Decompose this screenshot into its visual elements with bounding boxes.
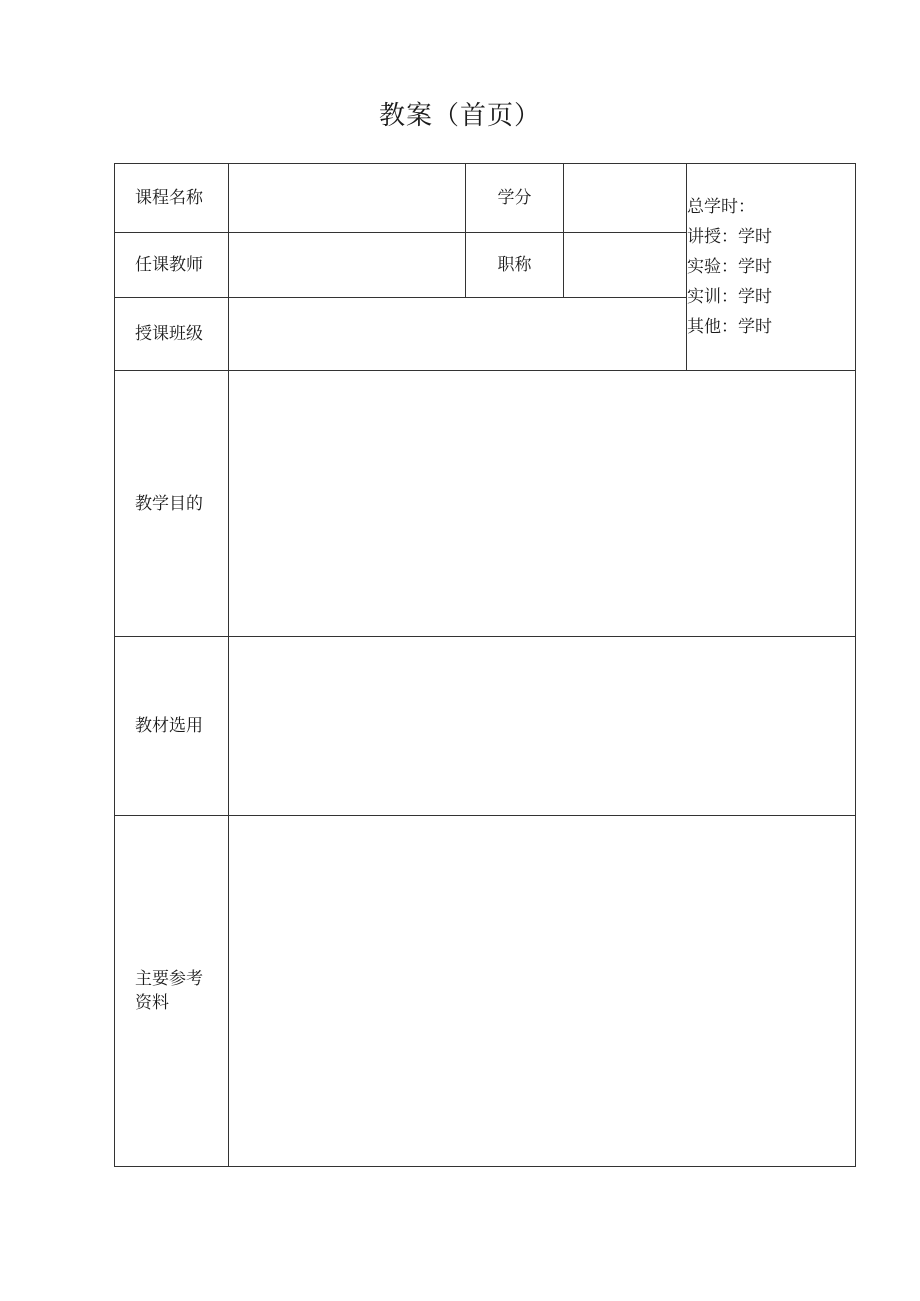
textbook-field[interactable] [228, 636, 856, 816]
class-hours-box [686, 163, 856, 371]
experiment-hours-label: 实验：学时 [687, 257, 772, 277]
teacher-field[interactable] [228, 232, 466, 298]
objectives-field[interactable] [228, 370, 856, 637]
objectives-label: 教学目的 [114, 370, 229, 637]
course-name-label: 课程名称 [114, 163, 229, 233]
references-field[interactable] [228, 815, 856, 1167]
textbook-label: 教材选用 [114, 636, 229, 816]
lesson-plan-form [114, 163, 856, 1167]
credit-field[interactable] [563, 163, 687, 233]
references-label: 主要参考资料 [114, 815, 229, 1167]
other-hours-label: 其他：学时 [687, 317, 772, 337]
lecture-hours-label: 讲授：学时 [687, 227, 772, 247]
course-name-field[interactable] [228, 163, 466, 233]
total-hours-label: 总学时： [687, 197, 755, 217]
title-rank-label: 职称 [465, 232, 564, 298]
class-label: 授课班级 [114, 297, 229, 371]
training-hours-label: 实训：学时 [687, 287, 772, 307]
class-field[interactable] [228, 297, 687, 371]
title-rank-field[interactable] [563, 232, 687, 298]
page-title: 教案（首页） [378, 101, 541, 131]
teacher-label: 任课教师 [114, 232, 229, 298]
credit-label: 学分 [465, 163, 564, 233]
